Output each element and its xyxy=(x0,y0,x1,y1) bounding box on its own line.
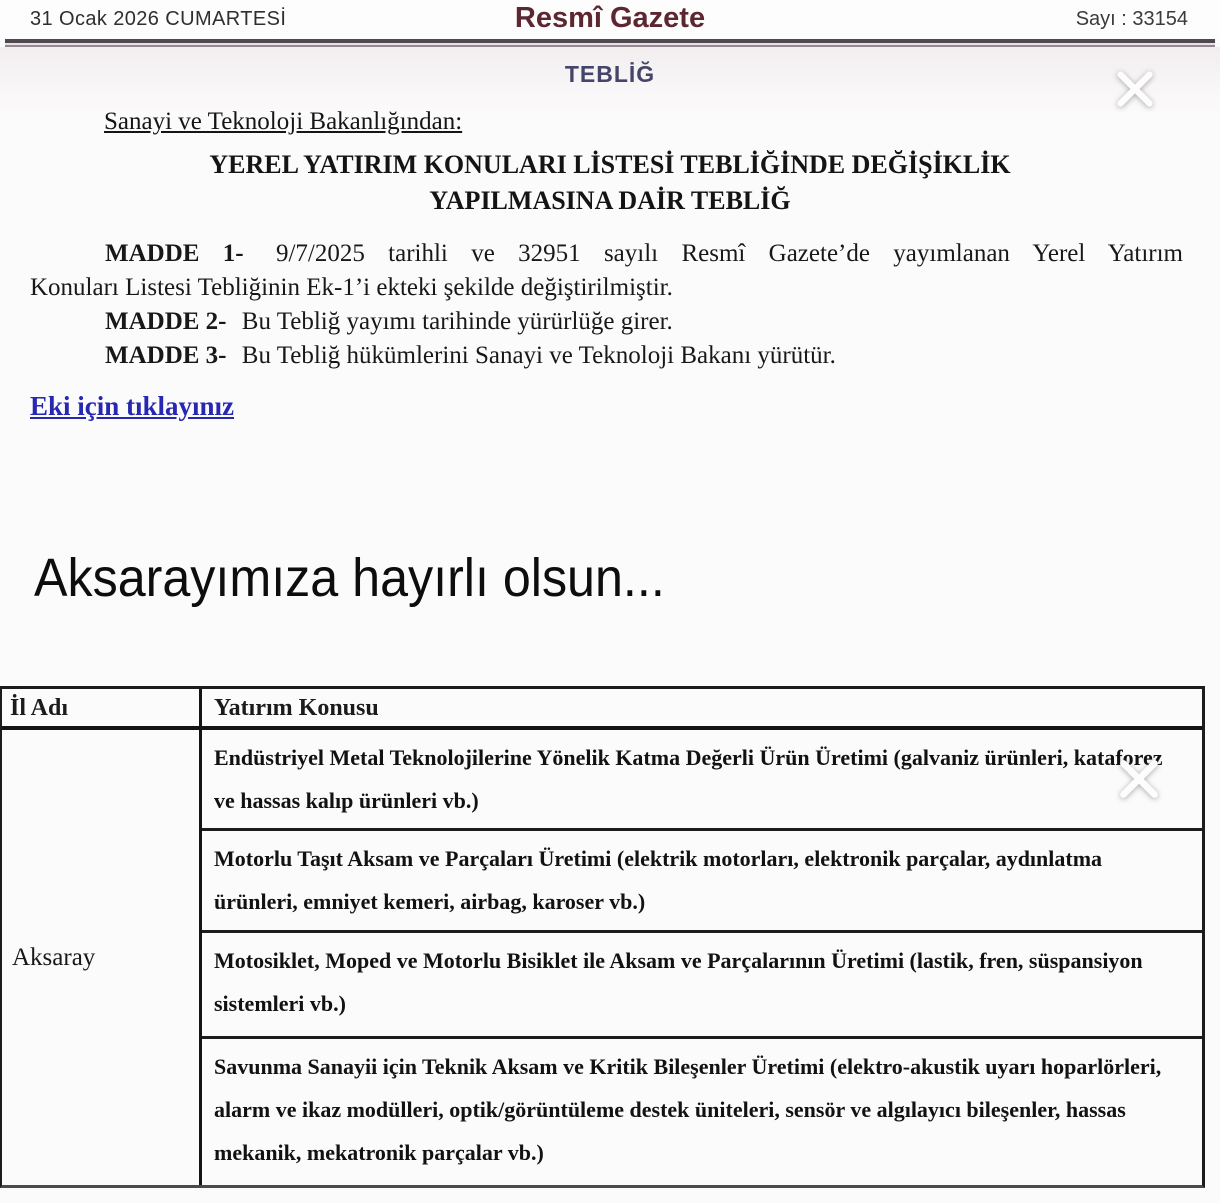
section-heading: TEBLİĞ xyxy=(564,61,656,87)
article-2-label: MADDE 2- xyxy=(105,308,227,335)
article-3 xyxy=(30,339,1183,373)
attachment-link[interactable]: Eki için tıklayınız xyxy=(30,391,235,421)
close-icon[interactable] xyxy=(1110,750,1168,808)
notice-title xyxy=(0,147,1220,219)
article-2 xyxy=(30,305,1183,339)
ministry-line: Sanayi ve Teknoloji Bakanlığından: xyxy=(104,108,463,135)
notice-title-line2: YAPILMASINA DAİR TEBLİĞ xyxy=(429,186,791,215)
table-body xyxy=(2,730,1202,1185)
articles xyxy=(30,237,1183,373)
article-1-line-2: Konuları Listesi Tebliğinin Ek-1’i ekteki şekilde değiştirilmiştir. xyxy=(30,274,673,301)
gazette-title: Resmî Gazete xyxy=(514,2,706,34)
table-row: Endüstriyel Metal Teknolojilerine Yönelik Katma Değerli Ürün Üretimi (galvaniz ürünleri, kataforez ve hassas kalıp ürünleri vb.) xyxy=(202,730,1202,831)
article-1-line-1 xyxy=(30,237,1183,271)
investment-rows xyxy=(202,730,1202,1185)
article-1-text: 9/7/2025 tarihli ve 32951 sayılı Resmî Gazete’de yayımlanan Yerel Yatırım xyxy=(275,240,1183,267)
notice-title-line1: YEREL YATIRIM KONULARI LİSTESİ TEBLİĞİNDE DEĞİŞİKLİK xyxy=(209,150,1011,179)
caption-text: Aksarayımıza hayırlı olsun... xyxy=(34,548,665,608)
article-1-label: MADDE 1- xyxy=(105,240,244,267)
column-header-investment-topic: Yatırım Konusu xyxy=(214,695,379,721)
province-cell: Aksaray xyxy=(2,730,202,1185)
column-header-province: İl Adı xyxy=(2,689,202,726)
article-3-label: MADDE 3- xyxy=(105,342,227,369)
investment-table xyxy=(0,686,1205,1188)
table-row: Motorlu Taşıt Aksam ve Parçaları Üretimi (elektrik motorları, elektronik parçalar, aydınlatma ürünleri, emniyet kemeri, airbag, karoser vb.) xyxy=(202,831,1202,933)
gazette-date: 31 Ocak 2026 CUMARTESİ xyxy=(30,8,287,30)
table-row: Savunma Sanayii için Teknik Aksam ve Kritik Bileşenler Üretimi (elektro-akustik uyarı hoparlörleri, alarm ve ikaz modülleri, optik/görüntüleme destek üniteleri, sensör ve algılayıcı bileşenler, hassas mekanik, mekatronik parçalar vb.) xyxy=(214,1054,1162,1165)
gazette-issue-number: Sayı : 33154 xyxy=(1075,8,1188,30)
gazette-masthead xyxy=(0,0,1220,39)
table-row: Motosiklet, Moped ve Motorlu Bisiklet ile Aksam ve Parçalarının Üretimi (lastik, fren, süspansiyon sistemleri vb.) xyxy=(202,933,1202,1039)
close-icon[interactable] xyxy=(1108,62,1162,116)
article-2-text: Bu Tebliğ yayımı tarihinde yürürlüğe girer. xyxy=(241,308,673,335)
masthead-divider xyxy=(5,39,1215,47)
table-header-row xyxy=(2,689,1202,730)
article-3-text: Bu Tebliğ hükümlerini Sanayi ve Teknoloji Bakanı yürütür. xyxy=(241,342,836,369)
